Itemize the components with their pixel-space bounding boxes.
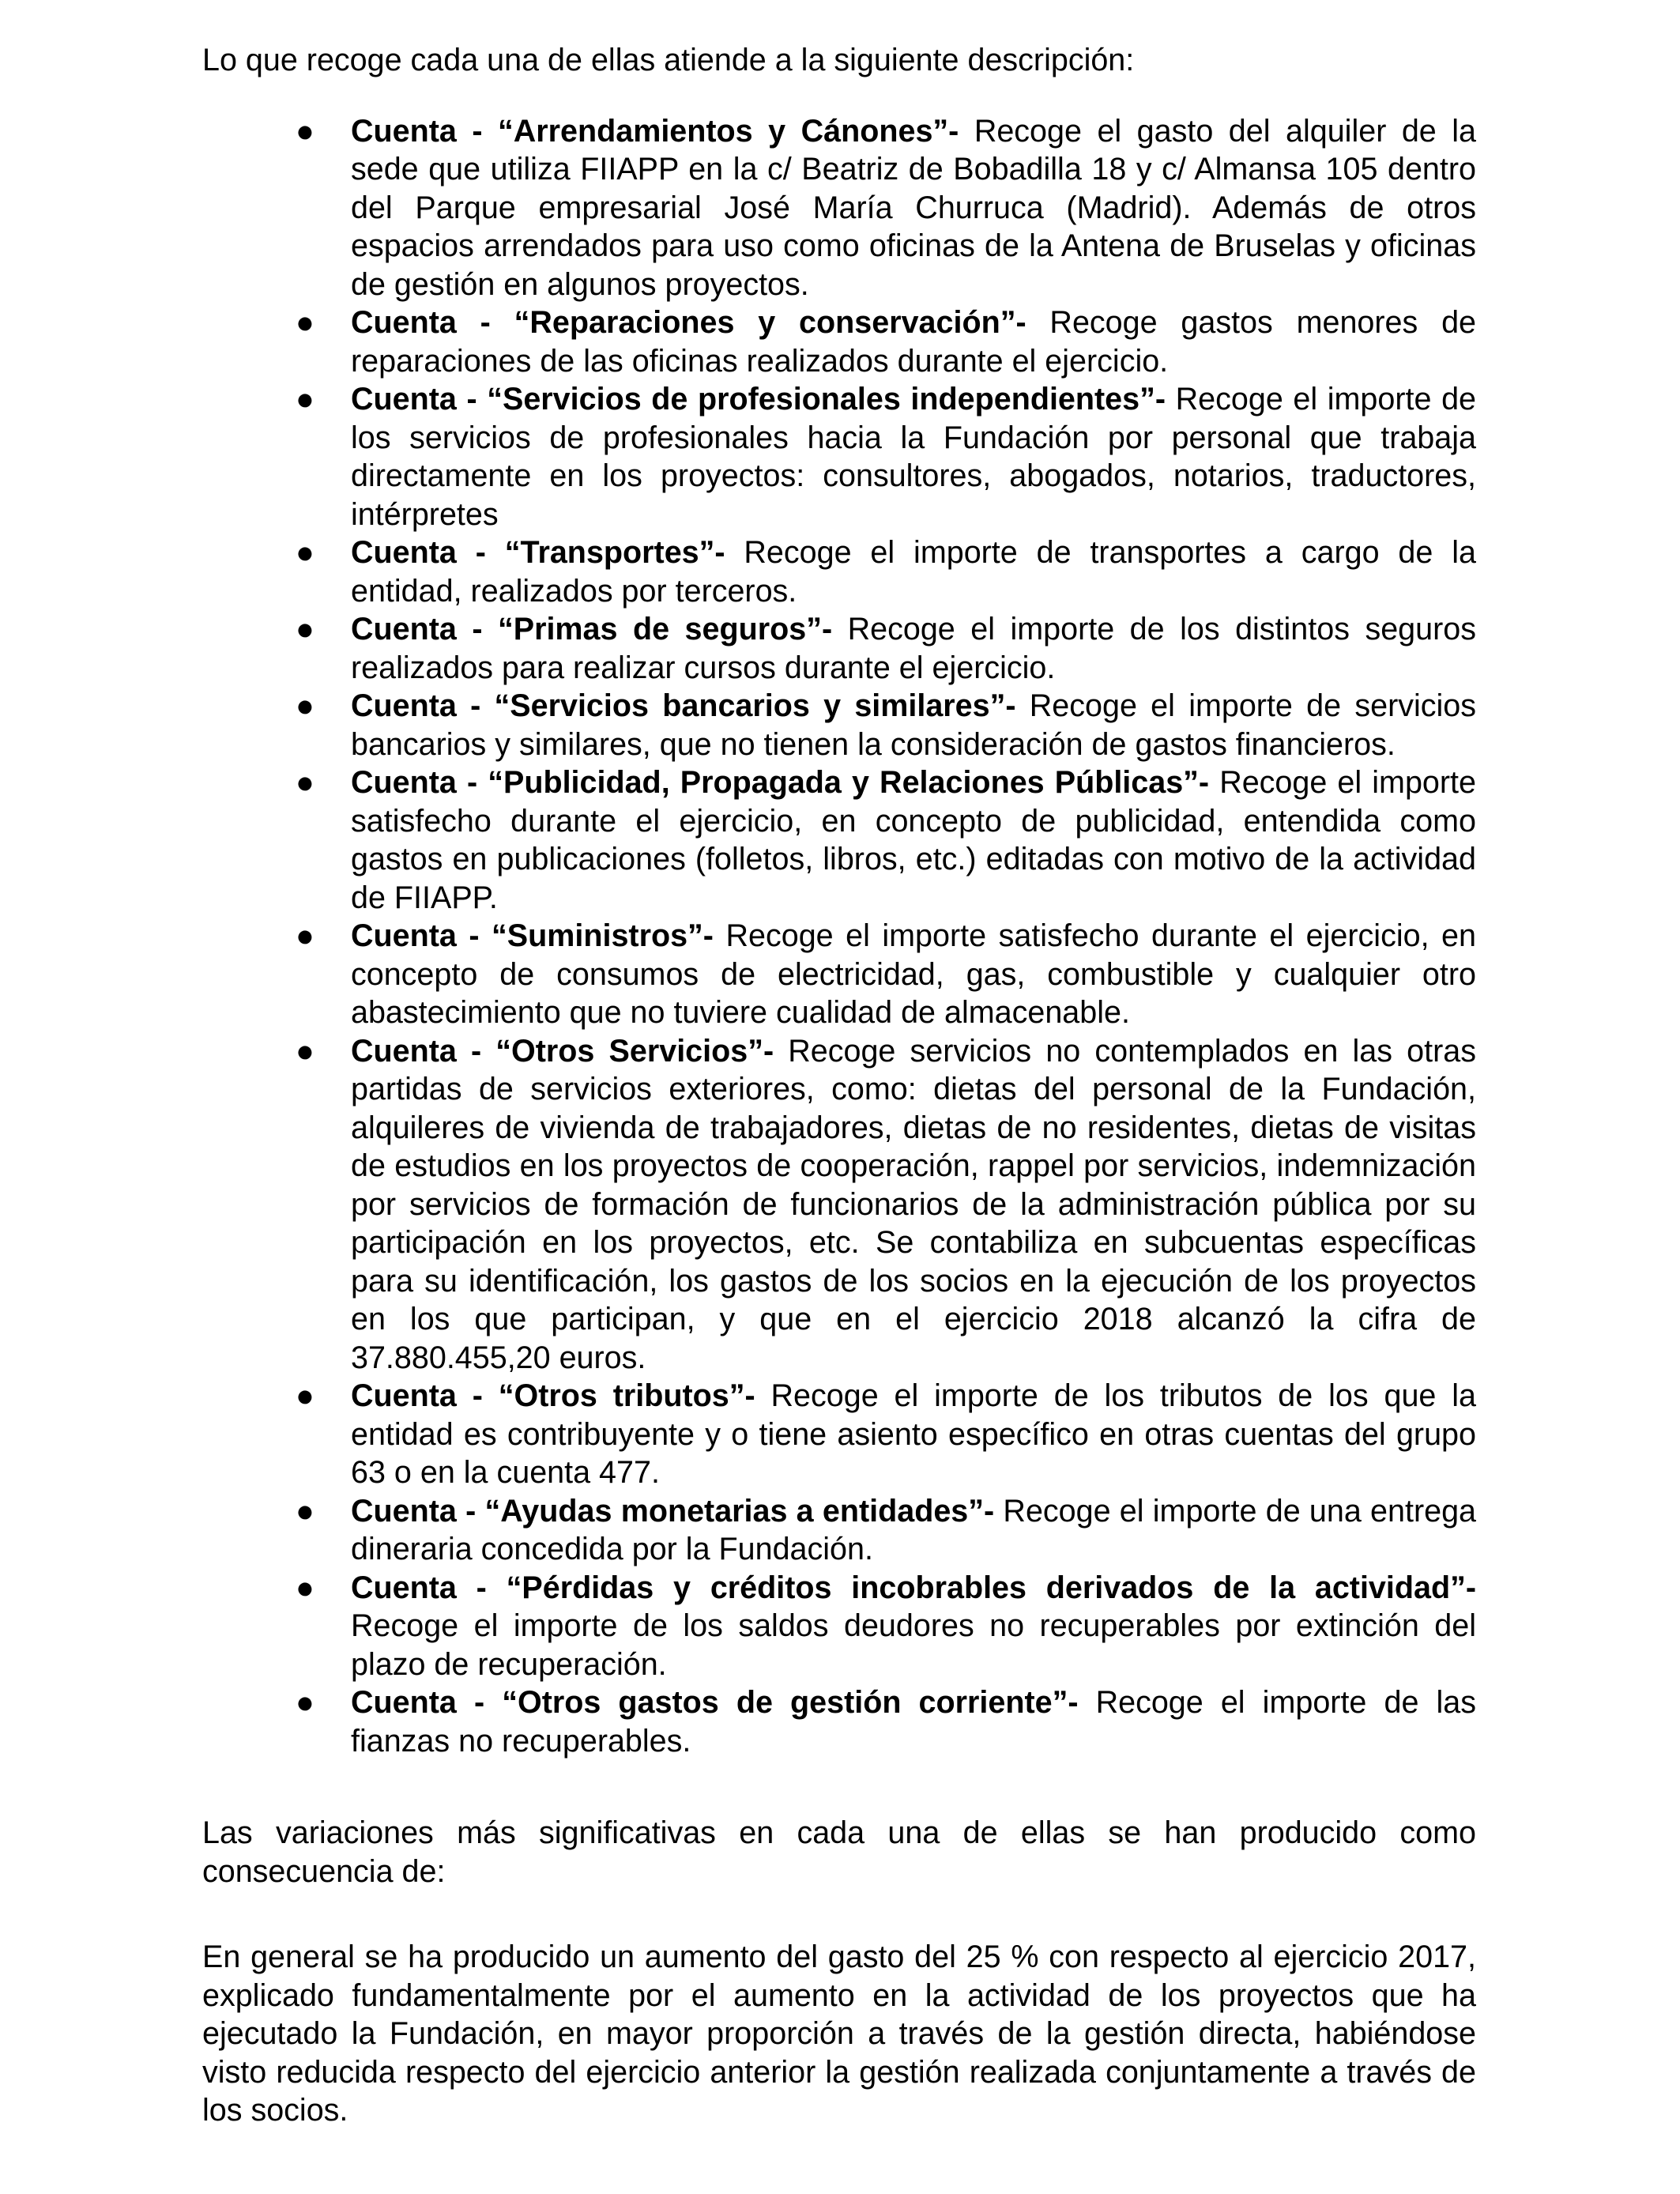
list-item <box>296 610 1476 687</box>
account-title: Cuenta - “Ayudas monetarias a entidades”- <box>351 1493 995 1529</box>
account-description: Recoge el importe de transportes a cargo de la entidad, realizados por terceros. <box>351 535 1476 609</box>
account-list <box>202 112 1476 1761</box>
bullet-icon: ● <box>296 1570 315 1605</box>
bullet-icon: ● <box>296 1493 315 1529</box>
account-title: Cuenta - “Reparaciones y conservación”- <box>351 305 1026 340</box>
bullet-icon: ● <box>296 305 315 340</box>
bullet-icon: ● <box>296 535 315 570</box>
account-title: Cuenta - “Otros tributos”- <box>351 1378 755 1413</box>
account-description: Recoge el importe satisfecho durante el ejercicio, en concepto de consumos de electricidad, gas, combustible y cualquier otro abastecimiento que no tuviere cualidad de almacenable. <box>351 918 1476 1030</box>
bullet-icon: ● <box>296 1033 315 1069</box>
account-description: Recoge el gasto del alquiler de la sede que utiliza FIIAPP en la c/ Beatriz de Bobadilla 18 y c/ Almansa 105 dentro del Parque empresarial José María Churruca (Madrid). Además de otros espacios arrendados para uso como oficinas de la Antena de Bruselas y oficinas de gestión en algunos proyectos. <box>351 113 1477 302</box>
list-item <box>296 687 1476 763</box>
list-item <box>296 1569 1476 1684</box>
account-title: Cuenta - “Suministros”- <box>351 918 714 953</box>
account-description: Recoge el importe de los saldos deudores no recuperables por extinción del plazo de recuperación. <box>351 1608 1476 1682</box>
account-title: Cuenta - “Primas de seguros”- <box>351 612 833 647</box>
list-item <box>296 1032 1476 1378</box>
bullet-icon: ● <box>296 765 315 800</box>
list-item <box>296 1492 1477 1569</box>
account-title: Cuenta - “Servicios bancarios y similares”- <box>351 688 1016 723</box>
document-page <box>202 41 1476 2130</box>
account-description: Recoge servicios no contemplados en las otras partidas de servicios exteriores, como: dietas del personal de la Fundación, alquileres de vivienda de trabajadores, dietas de no residentes, dietas de visitas de estudios en los proyectos de cooperación, rappel por servicios, indemnización por servicios de formación de funcionarios de la administración pública por su participación en los proyectos, etc. Se contabiliza en subcuentas específicas para su identificación, los gastos de los socios en la ejecución de los proyectos en los que participan, y que en el ejercicio 2018 alcanzó la cifra de 37.880.455,20 euros. <box>351 1033 1476 1375</box>
intro-paragraph: Lo que recoge cada una de ellas atiende a la siguiente descripción: <box>202 43 1135 77</box>
list-item <box>296 112 1477 304</box>
list-item <box>296 763 1476 917</box>
general-paragraph: En general se ha producido un aumento del gasto del 25 % con respecto al ejercicio 2017, explicado fundamentalmente por el aumento en la actividad de los proyectos que ha ejecutado la Fundación, en mayor proporción a través de la gestión directa, habiéndose visto reducida respecto del ejercicio anterior la gestión realizada conjuntamente a través de los socios. <box>202 1940 1476 2128</box>
bullet-icon: ● <box>296 113 315 149</box>
account-description: Recoge gastos menores de reparaciones de las oficinas realizados durante el ejercicio. <box>351 305 1477 379</box>
account-description: Recoge el importe de servicios bancarios y similares, que no tienen la consideración de gastos financieros. <box>351 688 1476 762</box>
list-item <box>296 380 1477 533</box>
variations-paragraph: Las variaciones más significativas en cada una de ellas se han producido como consecuencia de: <box>202 1815 1476 1889</box>
account-description: Recoge el importe satisfecho durante el ejercicio, en concepto de publicidad, entendida como gastos en publicaciones (folletos, libros, etc.) editadas con motivo de la actividad de FIIAPP. <box>351 765 1476 915</box>
account-description: Recoge el importe de los servicios de profesionales hacia la Fundación por personal que trabaja directamente en los proyectos: consultores, abogados, notarios, traductores, intérpretes <box>351 382 1477 532</box>
account-title: Cuenta - “Pérdidas y créditos incobrables derivados de la actividad”- <box>351 1570 1476 1605</box>
account-title: Cuenta - “Otros gastos de gestión corriente”- <box>351 1685 1079 1720</box>
list-item <box>296 1377 1476 1492</box>
list-item <box>296 1683 1477 1760</box>
account-title: Cuenta - “Servicios de profesionales independientes”- <box>351 382 1166 417</box>
account-description: Recoge el importe de una entrega dineraria concedida por la Fundación. <box>351 1493 1477 1566</box>
account-description: Recoge el importe de los distintos seguros realizados para realizar cursos durante el ejercicio. <box>351 612 1476 685</box>
account-description: Recoge el importe de los tributos de los que la entidad es contribuyente y o tiene asiento específico en otras cuentas del grupo 63 o en la cuenta 477. <box>351 1378 1476 1490</box>
account-description: Recoge el importe de las fianzas no recuperables. <box>351 1685 1477 1759</box>
account-title: Cuenta - “Transportes”- <box>351 535 725 570</box>
account-title: Cuenta - “Arrendamientos y Cánones”- <box>351 113 959 149</box>
list-item <box>296 533 1476 610</box>
list-item <box>296 303 1477 380</box>
account-title: Cuenta - “Otros Servicios”- <box>351 1033 774 1069</box>
bullet-icon: ● <box>296 1378 315 1413</box>
account-title: Cuenta - “Publicidad, Propagada y Relaciones Públicas”- <box>351 765 1210 800</box>
bullet-icon: ● <box>296 382 315 417</box>
bullet-icon: ● <box>296 1685 315 1720</box>
bullet-icon: ● <box>296 612 315 647</box>
bullet-icon: ● <box>296 688 315 723</box>
list-item <box>296 917 1476 1032</box>
bullet-icon: ● <box>296 918 315 953</box>
